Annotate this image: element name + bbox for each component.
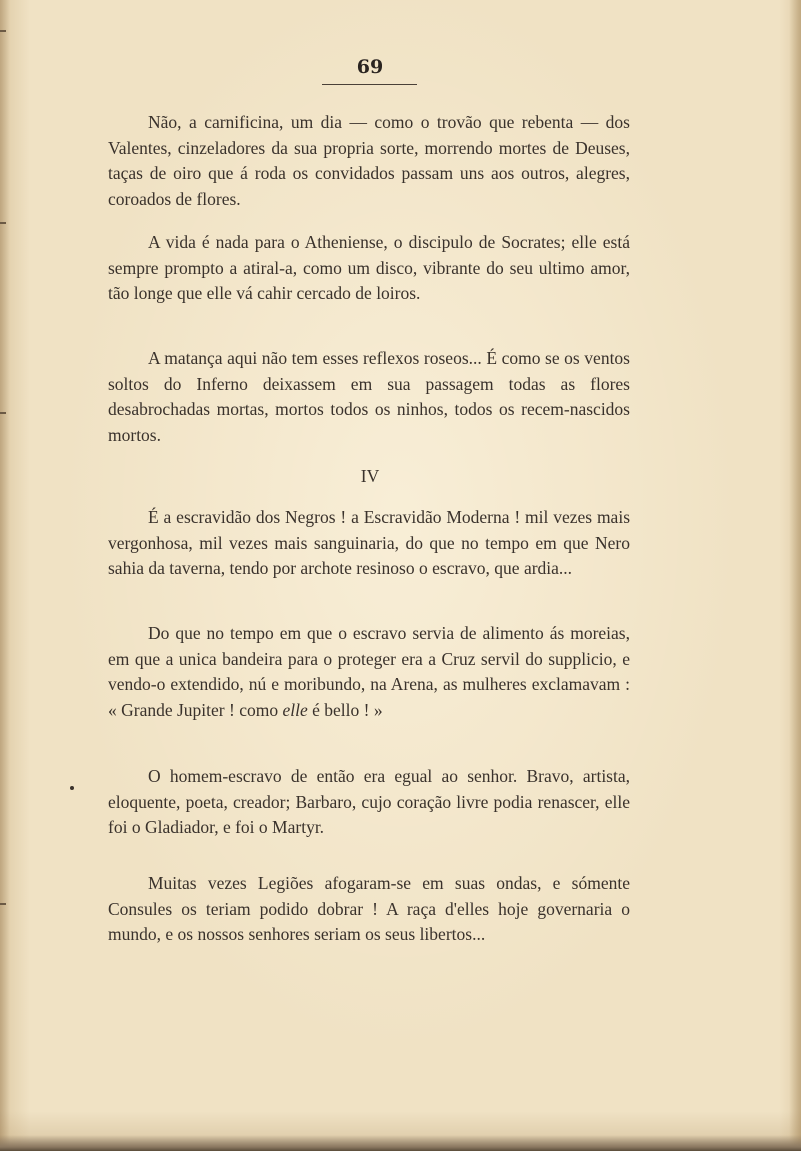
margin-mark: [0, 222, 6, 224]
paragraph-4: É a escravidão dos Negros ! a Escravidão Moderna ! mil vezes mais vergonhosa, mil vezes mais sanguinaria, do que no tempo em que Nero sahia da taverna, tendo por archote resinoso o escravo, que ardia...: [108, 507, 630, 578]
paragraph-3: A matança aqui não tem esses reflexos roseos... É como se os ventos soltos do Inferno deixassem em sua passagem todas as flores desabrochadas mortas, mortos todos os ninhos, todos os recem-nascidos mortos.: [108, 348, 630, 445]
stray-dot: [70, 786, 74, 790]
header-rule: [322, 84, 417, 85]
page-right-edge: [789, 0, 801, 1151]
margin-mark: [0, 30, 6, 32]
margin-mark: [0, 903, 6, 905]
margin-mark: [0, 412, 6, 414]
page-number: 69: [356, 56, 384, 78]
paragraph-1: Não, a carnificina, um dia — como o trovão que rebenta — dos Valentes, cinzeladores da sua propria sorte, morrendo mortes de Deuses, taças de oiro que á roda os convidados passam uns aos outros, alegres, coroados de flores.: [108, 112, 630, 209]
paragraph-7: Muitas vezes Legiões afogaram-se em suas ondas, e sómente Consules os teriam podido dobrar ! A raça d'elles hoje governaria o mundo, e os nossos senhores seriam os seus libertos...: [108, 873, 630, 944]
paragraph-5-italic: elle: [282, 699, 308, 720]
paragraph-5-tail: é bello ! »: [307, 699, 383, 720]
paragraph-5-text: Do que no tempo em que o escravo servia de alimento ás moreias, em que a unica bandeira para o proteger era a Cruz servil do supplicio, e vendo-o extendido, nú e moribundo, na Arena, as mulheres exclamavam : « Grande Jupiter ! como: [108, 623, 630, 720]
paragraph-6: O homem-escravo de então era egual ao senhor. Bravo, artista, eloquente, poeta, creador; Barbaro, cujo coração livre podia renascer, elle foi o Gladiador, e foi o Martyr.: [108, 766, 630, 837]
paragraph-2: A vida é nada para o Atheniense, o discipulo de Socrates; elle está sempre prompto a atiral-a, como um disco, vibrante do seu ultimo amor, tão longe que elle vá cahir cercado de loiros.: [108, 232, 630, 303]
page-bottom-edge: [0, 1135, 801, 1151]
section-numeral: IV: [360, 466, 380, 486]
paragraph-5: [108, 621, 630, 723]
page-left-edge: [0, 0, 10, 1151]
